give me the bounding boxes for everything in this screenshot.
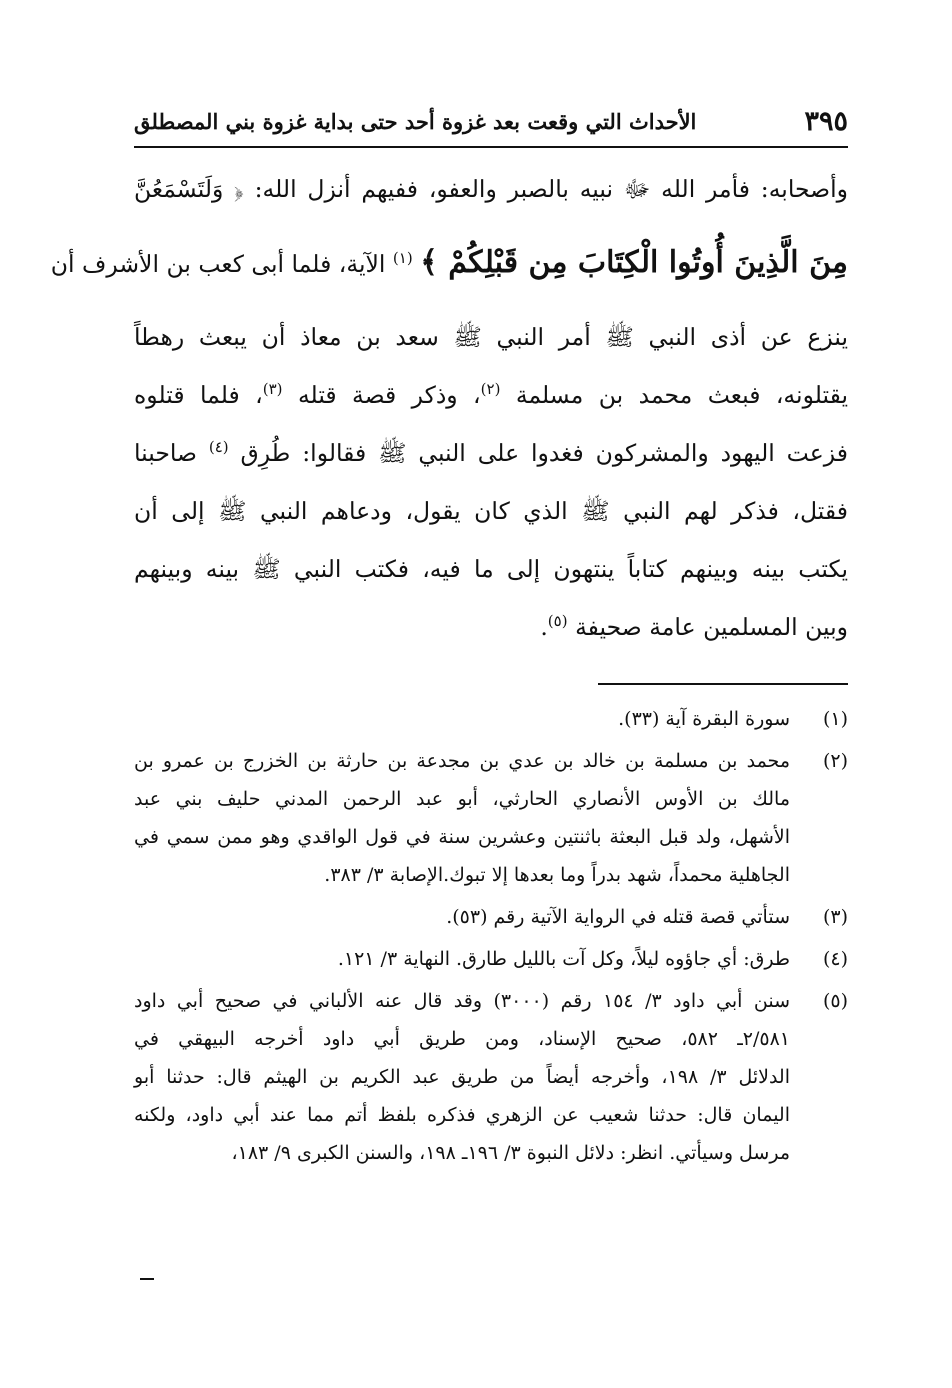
footnote-body (134, 982, 790, 1172)
main-text-line: يكتب بينه وبينهم كتاباً ينتهون إلى ما فيه، فكتب النبي ﷺ بينه وبينهم (134, 555, 848, 583)
footnote-line: سورة البقرة آية (٣٣). (618, 708, 790, 730)
footnote-number: (٥) (822, 990, 848, 1012)
footnote-body (134, 742, 790, 894)
footnote (134, 898, 848, 936)
page-number: ٣٩٥ (804, 106, 848, 137)
main-text-fragment: ، فلما قتلوه (134, 381, 263, 409)
main-text-fragment: ، وذكر قصة قتله (297, 381, 481, 409)
footnote-body (134, 898, 790, 936)
footnote-body (134, 940, 790, 978)
footnote-line: مرسل وسيأتي. انظر: دلائل النبوة ٣/ ١٩٦ـ ١٩٨، والسنن الكبرى ٩/ ١٨٣، (231, 1142, 790, 1164)
quran-verse: مِنَ الَّذِينَ أُوتُوا الْكِتَابَ مِن قَبْلِكُمْ ﴾ (420, 245, 848, 280)
continuation-mark (140, 1278, 154, 1280)
main-text-fragment: . (540, 613, 548, 641)
footnotes-section (134, 700, 848, 1176)
main-text-fragment: فزعت اليهود والمشركون فغدوا على النبي ﷺ فقالوا: طُرِق (240, 439, 848, 467)
main-text-line: وأصحابه: فأمر الله ﷻ نبيه بالصبر والعفو، ففيهم أنزل الله: ﴿ وَلَتَسْمَعُنَّ (134, 175, 848, 203)
footnote-line: طرق: أي جاؤوه ليلاً، وكل آت بالليل طارق. النهاية ٣/ ١٢١. (337, 948, 790, 970)
main-text-fragment: صاحبنا (134, 439, 197, 467)
footnote-reference[interactable]: (٣) (262, 380, 283, 399)
footnote-number: (٤) (822, 948, 848, 970)
footnote-number: (٢) (822, 750, 848, 772)
footnote-line: ٢/٥٨١ـ ٥٨٢، صحيح الإسناد، ومن طريق أبي داود أخرجه البيهقي في (134, 1028, 790, 1050)
main-text-fragment: وبين المسلمين عامة صحيفة (575, 613, 848, 641)
footnote-line: مالك بن الأوس الأنصاري الحارثي، أبو عبد الرحمن المدني حليف بني عبد (134, 788, 790, 810)
footnote (134, 700, 848, 738)
footnote (134, 742, 848, 894)
main-text-line: فقتل، فذكر لهم النبي ﷺ الذي كان يقول، ودعاهم النبي ﷺ إلى أن (134, 497, 848, 525)
footnote-line: محمد بن مسلمة بن خالد بن عدي بن مجدعة بن حارثة بن الخزرج بن عمرو بن (134, 750, 790, 772)
footnote-line: الدلائل ٣/ ١٩٨، وأخرجه أيضاً من طريق عبد الكريم بن الهيثم قال: حدثنا أبو (134, 1066, 791, 1088)
footnote (134, 982, 848, 1172)
main-text-fragment: الآية، فلما أبى كعب بن الأشرف أن (50, 250, 386, 278)
main-text-line (50, 218, 848, 308)
main-text-line (134, 366, 848, 424)
footnote-line: اليمان قال: حدثنا شعيب عن الزهري فذكره بلفظ أتم مما عند أبي داود، ولكنه (134, 1104, 790, 1126)
main-text-line: ينزع عن أذى النبي ﷺ أمر النبي ﷺ سعد بن معاذ أن يبعث رهطاً (134, 323, 848, 351)
main-text-line (134, 424, 848, 482)
main-text-line (134, 598, 848, 656)
footnote-number: (١) (822, 708, 848, 730)
page-header (134, 104, 848, 148)
header-rule (134, 146, 848, 148)
main-text (50, 160, 849, 656)
footnote-line: سنن أبي داود ٣/ ١٥٤ رقم (٣٠٠٠) وقد قال عنه الألباني في صحيح أبي داود (134, 990, 790, 1012)
running-title: الأحداث التي وقعت بعد غزوة أحد حتى بداية غزوة بني المصطلق (134, 109, 697, 134)
footnote-line: الأشهل، ولد قبل البعثة باثنتين وعشرين سنة في قول الواقدي وهو ممن سمي في (134, 826, 790, 848)
footnote-separator (598, 683, 848, 685)
footnote-line: الجاهلية محمداً، شهد بدراً وما بعدها إلا تبوك.الإصابة ٣/ ٣٨٣. (324, 864, 790, 886)
footnote-body (134, 700, 790, 738)
footnote-reference[interactable]: (٢) (480, 380, 501, 399)
footnote-reference[interactable]: (١) (392, 249, 413, 268)
footnote-reference[interactable]: (٥) (547, 612, 568, 631)
footnote-reference[interactable]: (٤) (208, 438, 229, 457)
footnote-line: ستأتي قصة قتله في الرواية الآتية رقم (٥٣). (446, 906, 790, 928)
footnote-number: (٣) (822, 906, 848, 928)
main-text-fragment: يقتلونه، فبعث محمد بن مسلمة (515, 381, 849, 409)
footnote (134, 940, 848, 978)
